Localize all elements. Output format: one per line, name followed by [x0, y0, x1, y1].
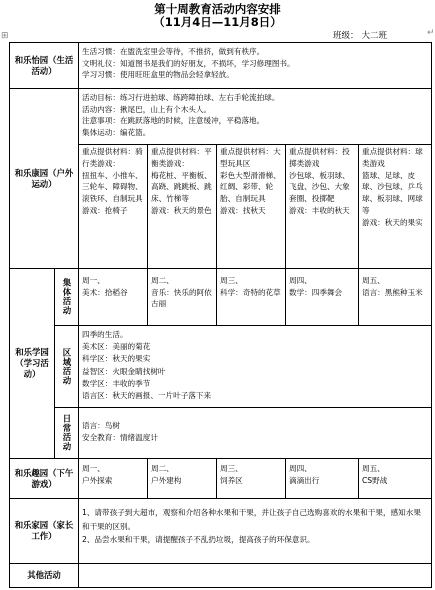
play-day: [78, 458, 148, 499]
paragraph-mark-icon: ↵: [427, 28, 435, 38]
group-day: [358, 268, 432, 326]
day-content: 语言：黑熊种玉米: [362, 287, 423, 297]
day-content: 美术：拾稻谷: [82, 287, 128, 297]
outdoor-col-heading: 重点提供材料：投掷类游戏: [289, 147, 350, 168]
other-activities-label: 其他活动: [9, 563, 79, 588]
outdoor-col-materials: 篮球、足球、皮球、沙包球、乒乓球、板羽球、网球等: [362, 170, 423, 215]
daily-activity-label: [54, 407, 79, 459]
life-line: 学习习惯：使用旺旺盒里的物品会轻拿轻放。: [82, 70, 234, 79]
outdoor-col-heading: 重点提供材料：球类游戏: [362, 147, 423, 168]
outdoor-col-heading: 重点提供材料：骑行类游戏：: [82, 147, 143, 168]
outdoor-col-materials: 沙包球、板羽球、飞盘、沙包、大象套圈、投掷靶: [289, 170, 350, 204]
day-label: 周五、: [362, 464, 385, 473]
outdoor-col-materials: 彩色大型滑滑梯、红绸、彩带、轮胎、自制玩具: [220, 170, 281, 204]
play-day: [147, 458, 217, 499]
outdoor-line: 注意事项：在跳跃落地的时候，注意缓冲，平稳落地。: [82, 116, 265, 125]
group-day: [78, 268, 148, 326]
area-line: 语言区：秋天的画报、一片叶子落下来: [82, 391, 212, 401]
outdoor-line: 活动内容：揪尾巴，山上有个木头人。: [82, 104, 212, 114]
parent-work-content: [78, 498, 432, 564]
group-day: [216, 268, 286, 326]
area-activity-label: [54, 325, 79, 408]
outdoor-col-game: 游戏：找秋天: [220, 205, 266, 215]
outdoor-col-heading: 重点提供材料：大型玩具区: [220, 147, 281, 168]
outdoor-column: [216, 144, 286, 269]
area-activity-content: [78, 325, 432, 408]
day-label: 周四、: [289, 464, 312, 473]
class-info: [330, 29, 387, 41]
outdoor-column: [147, 144, 217, 269]
outdoor-column: [78, 144, 148, 269]
outdoor-line: 活动目标：练习行进拍球、练跨障拍球、左右手轮流拍球。: [82, 93, 280, 102]
outdoor-column: [358, 144, 432, 269]
table-move-handle-icon[interactable]: ⊞: [1, 31, 9, 41]
day-content: 饲养区: [220, 475, 243, 485]
page-title: 第十周教育活动内容安排: [154, 2, 281, 16]
other-activities-content: [78, 563, 432, 588]
group-day: [285, 268, 359, 326]
daily-activity-label-text: 日常活动: [62, 414, 72, 452]
area-line: 益智区：火眼金睛找树叶: [82, 366, 166, 376]
day-content: 数学：四季舞会: [289, 287, 343, 297]
outdoor-col-game: 游戏：秋天的果实: [362, 217, 423, 227]
outdoor-col-materials: 扭扭车、小推车、三轮车、障碍物、滚铁环、自制玩具: [82, 170, 143, 204]
day-label: 周二、: [151, 464, 174, 473]
day-content: 科学：奇特的花草: [220, 287, 281, 297]
life-line: 生活习惯：在盥洗室里会等待，不推挤，做到有秩序。: [82, 47, 265, 56]
day-label: 周一、: [82, 276, 105, 285]
parent-line: 2、品尝水果和干果，请提醒孩子不乱扔垃圾，提高孩子的环保意识。: [82, 535, 315, 544]
day-label: 周四、: [289, 276, 312, 285]
outdoor-col-game: 游戏：抢椅子: [82, 205, 128, 215]
parent-line: 1、请带孩子到大超市，观察和介绍各种水果和干果，并让孩子自己选购喜欢的水果和干果，感知水果和干果的区别。: [82, 508, 421, 531]
day-content: CS野战: [362, 475, 388, 485]
play-day: [285, 458, 359, 499]
date-range: （11月4日—11月8日）: [153, 15, 282, 29]
play-day: [358, 458, 432, 499]
outdoor-col-game: 游戏：秋天的景色: [151, 205, 212, 215]
class-value: 大二班: [361, 31, 388, 41]
group-activity-label-text: 集体活动: [62, 278, 72, 316]
area-line: 四季的生活。: [82, 330, 128, 339]
class-label: 班级：: [333, 31, 359, 41]
day-content: 音乐：快乐的阿依古丽: [151, 287, 212, 308]
life-activity-label: 和乐怡园（生活活动）: [9, 42, 79, 89]
outdoor-col-heading: 重点提供材料：平衡类游戏：: [151, 147, 212, 168]
day-label: 周五、: [362, 276, 385, 285]
outdoor-column: [285, 144, 359, 269]
play-day: [216, 458, 286, 499]
day-content: 户外探索: [82, 475, 113, 485]
life-activity-content: [78, 42, 432, 89]
area-line: 美术区：美丽的菊花: [82, 342, 151, 352]
study-label: 和乐学园（学习活动）: [9, 268, 55, 459]
afternoon-games-label: 和乐趣园（下午游戏）: [9, 458, 79, 499]
day-content: 滴滴出行: [289, 475, 320, 485]
area-line: 科学区：秋天的果实: [82, 354, 151, 364]
daily-line: 语言：鸟树: [82, 421, 120, 430]
day-content: 户外建构: [151, 475, 182, 485]
day-label: 周一、: [82, 464, 105, 473]
outdoor-col-materials: 梅花桩、平衡板、高跷、跳跳板、跳床、竹梯等: [151, 170, 212, 204]
day-label: 周二、: [151, 276, 174, 285]
outdoor-col-game: 游戏：丰收的秋天: [289, 205, 350, 215]
area-activity-label-text: 区域活动: [62, 347, 72, 386]
life-line: 文明礼仪：知道图书是我们的好朋友，不损坏，学习修理图书。: [82, 58, 295, 68]
group-day: [147, 268, 217, 326]
day-label: 周三、: [220, 276, 243, 285]
group-activity-label: [54, 268, 79, 326]
parent-work-label: 和乐家园（家长工作）: [9, 498, 79, 564]
outdoor-line: 集体运动：编花篮。: [82, 127, 151, 137]
daily-activity-content: [78, 407, 432, 459]
outdoor-label: 和乐康园（户外运动）: [9, 88, 79, 269]
day-label: 周三、: [220, 464, 243, 473]
outdoor-goals: [78, 88, 432, 145]
daily-line: 安全教育：情绪温度计: [82, 432, 158, 442]
area-line: 数学区：丰收的季节: [82, 378, 151, 388]
